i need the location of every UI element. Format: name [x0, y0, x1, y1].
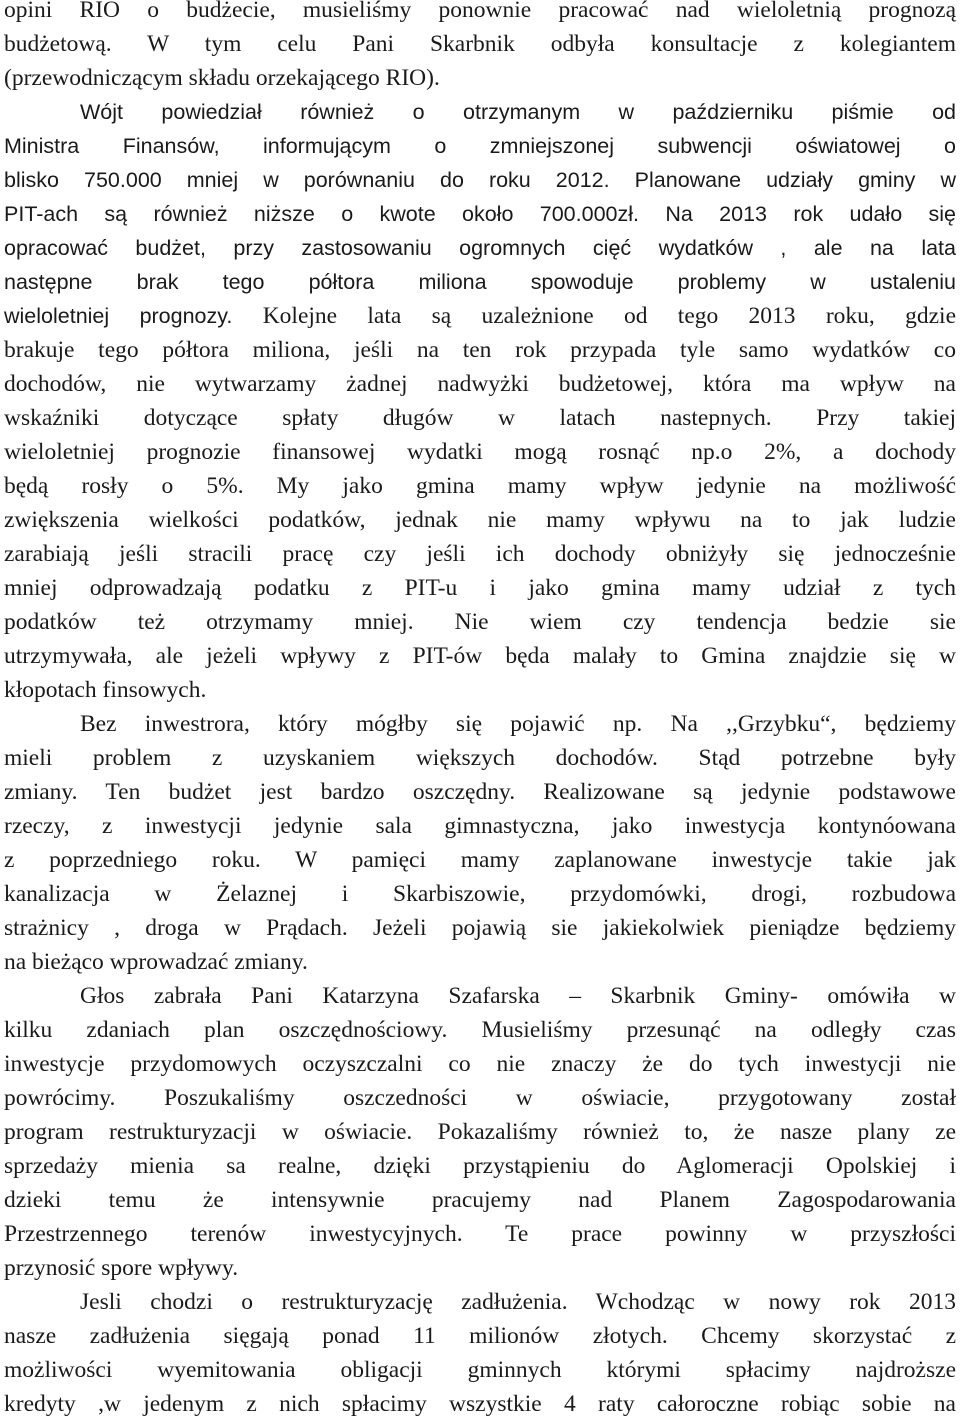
text-line: przynosić spore wpływy.: [4, 1255, 239, 1281]
text-line-mixed: [4, 299, 956, 333]
text-line: rzeczy, z inwestycji jedynie sala gimnastyczna, jako inwestycja kontynóowana: [4, 813, 956, 839]
text-line: zarabiają jeśli stracili pracę czy jeśli ich dochody obniżyły się jednocześnie: [4, 541, 956, 567]
text-line: Wójt powiedział również o otrzymanym w październiku piśmie od: [80, 100, 956, 124]
text-line: podatków też otrzymamy mniej. Nie wiem czy tendencja bedzie sie: [4, 609, 956, 635]
text-line: sprzedaży mienia sa realne, dzięki przystąpieniu do Aglomeracji Opolskiej i: [4, 1153, 956, 1179]
text-line: dochodów, nie wytwarzamy żadnej nadwyżki budżetowej, która ma wpływ na: [4, 371, 956, 397]
text-line: dzieki temu że intensywnie pracujemy nad Planem Zagospodarowania: [4, 1187, 956, 1213]
text-line: wieloletniej prognozie finansowej wydatki mogą rosnąć np.o 2%, a dochody: [4, 439, 956, 465]
text-line: kłopotach finsowych.: [4, 677, 207, 703]
text-line: na bieżąco wprowadzać zmiany.: [4, 949, 308, 975]
text-line: Jesli chodzi o restrukturyzację zadłużenia. Wchodząc w nowy rok 2013: [80, 1289, 956, 1315]
text-line: opini RIO o budżecie, musieliśmy ponownie pracować nad wieloletnią prognozą: [4, 0, 956, 23]
text-line: kanalizacja w Żelaznej i Skarbiszowie, przydomówki, drogi, rozbudowa: [4, 881, 956, 907]
text-line: możliwości wyemitowania obligacji gminnych którymi spłacimy najdroższe: [4, 1357, 956, 1383]
text-line: Przestrzennego terenów inwestycyjnych. Te prace powinny w przyszłości: [4, 1221, 956, 1247]
text-line: z poprzedniego roku. W pamięci mamy zaplanowane inwestycje takie jak: [4, 847, 956, 873]
paragraph-1: [4, 0, 956, 95]
text-line: PIT-ach są również niższe o kwote około 700.000zł. Na 2013 rok udało się: [4, 202, 956, 226]
text-line: budżetową. W tym celu Pani Skarbnik odbyła konsultacje z kolegiantem: [4, 31, 956, 57]
text-line: zmiany. Ten budżet jest bardzo oszczędny. Realizowane są jedynie podstawowe: [4, 779, 956, 805]
text-line: Głos zabrała Pani Katarzyna Szafarska – Skarbnik Gminy- omówiła w: [80, 983, 956, 1009]
text-fragment-serif: Kolejne lata są uzależnione od tego 2013 roku, gdzie: [232, 303, 957, 329]
text-fragment-sans: wieloletniej prognozy.: [4, 304, 233, 328]
text-line: Ministra Finansów, informującym o zmniejszonej subwencji oświatowej o: [4, 134, 956, 158]
paragraph-5: [4, 1285, 956, 1421]
text-line: wskaźniki dotyczące spłaty długów w latach nastepnych. Przy takiej: [4, 405, 956, 431]
text-line: utrzymywała, ale jeżeli wpływy z PIT-ów będa malały to Gmina znajdzie się w: [4, 643, 956, 669]
text-line: nasze zadłużenia sięgają ponad 11 milionów złotych. Chcemy skorzystać z: [4, 1323, 956, 1349]
paragraph-3: [4, 707, 956, 979]
text-line: inwestycje przydomowych oczyszczalni co nie znaczy że do tych inwestycji nie: [4, 1051, 956, 1077]
text-line: kilku zdaniach plan oszczędnościowy. Musieliśmy przesunąć na odległy czas: [4, 1017, 956, 1043]
paragraph-4: [4, 979, 956, 1285]
text-line: strażnicy , droga w Prądach. Jeżeli pojawią sie jakiekolwiek pieniądze będziemy: [4, 915, 956, 941]
text-line: następne brak tego półtora miliona spowoduje problemy w ustaleniu: [4, 270, 956, 294]
text-line: Bez inwestrora, który mógłby się pojawić np. Na ,,Grzybku“, będziemy: [80, 711, 956, 737]
text-line: (przewodniczącym składu orzekającego RIO).: [4, 65, 440, 91]
text-line: kredyty ,w jedenym z nich spłacimy wszystkie 4 raty całoroczne robiąc sobie na: [4, 1391, 956, 1417]
text-line: zwiększenia wielkości podatków, jednak nie mamy wpływu na to jak ludzie: [4, 507, 956, 533]
text-line: mieli problem z uzyskaniem większych dochodów. Stąd potrzebne były: [4, 745, 956, 771]
text-line: mniej odprowadzają podatku z PIT-u i jako gmina mamy udział z tych: [4, 575, 956, 601]
text-line: brakuje tego półtora miliona, jeśli na ten rok przypada tyle samo wydatków co: [4, 337, 956, 363]
text-line: powrócimy. Poszukaliśmy oszczedności w oświacie, przygotowany został: [4, 1085, 956, 1111]
text-line: opracować budżet, przy zastosowaniu ogromnych cięć wydatków , ale na lata: [4, 236, 956, 260]
text-line: program restrukturyzacji w oświacie. Pokazaliśmy również to, że nasze plany ze: [4, 1119, 956, 1145]
paragraph-2: [4, 95, 956, 707]
text-line: blisko 750.000 mniej w porównaniu do roku 2012. Planowane udziały gminy w: [4, 168, 956, 192]
text-line: będą rosły o 5%. My jako gmina mamy wpływ jedynie na możliwość: [4, 473, 956, 499]
